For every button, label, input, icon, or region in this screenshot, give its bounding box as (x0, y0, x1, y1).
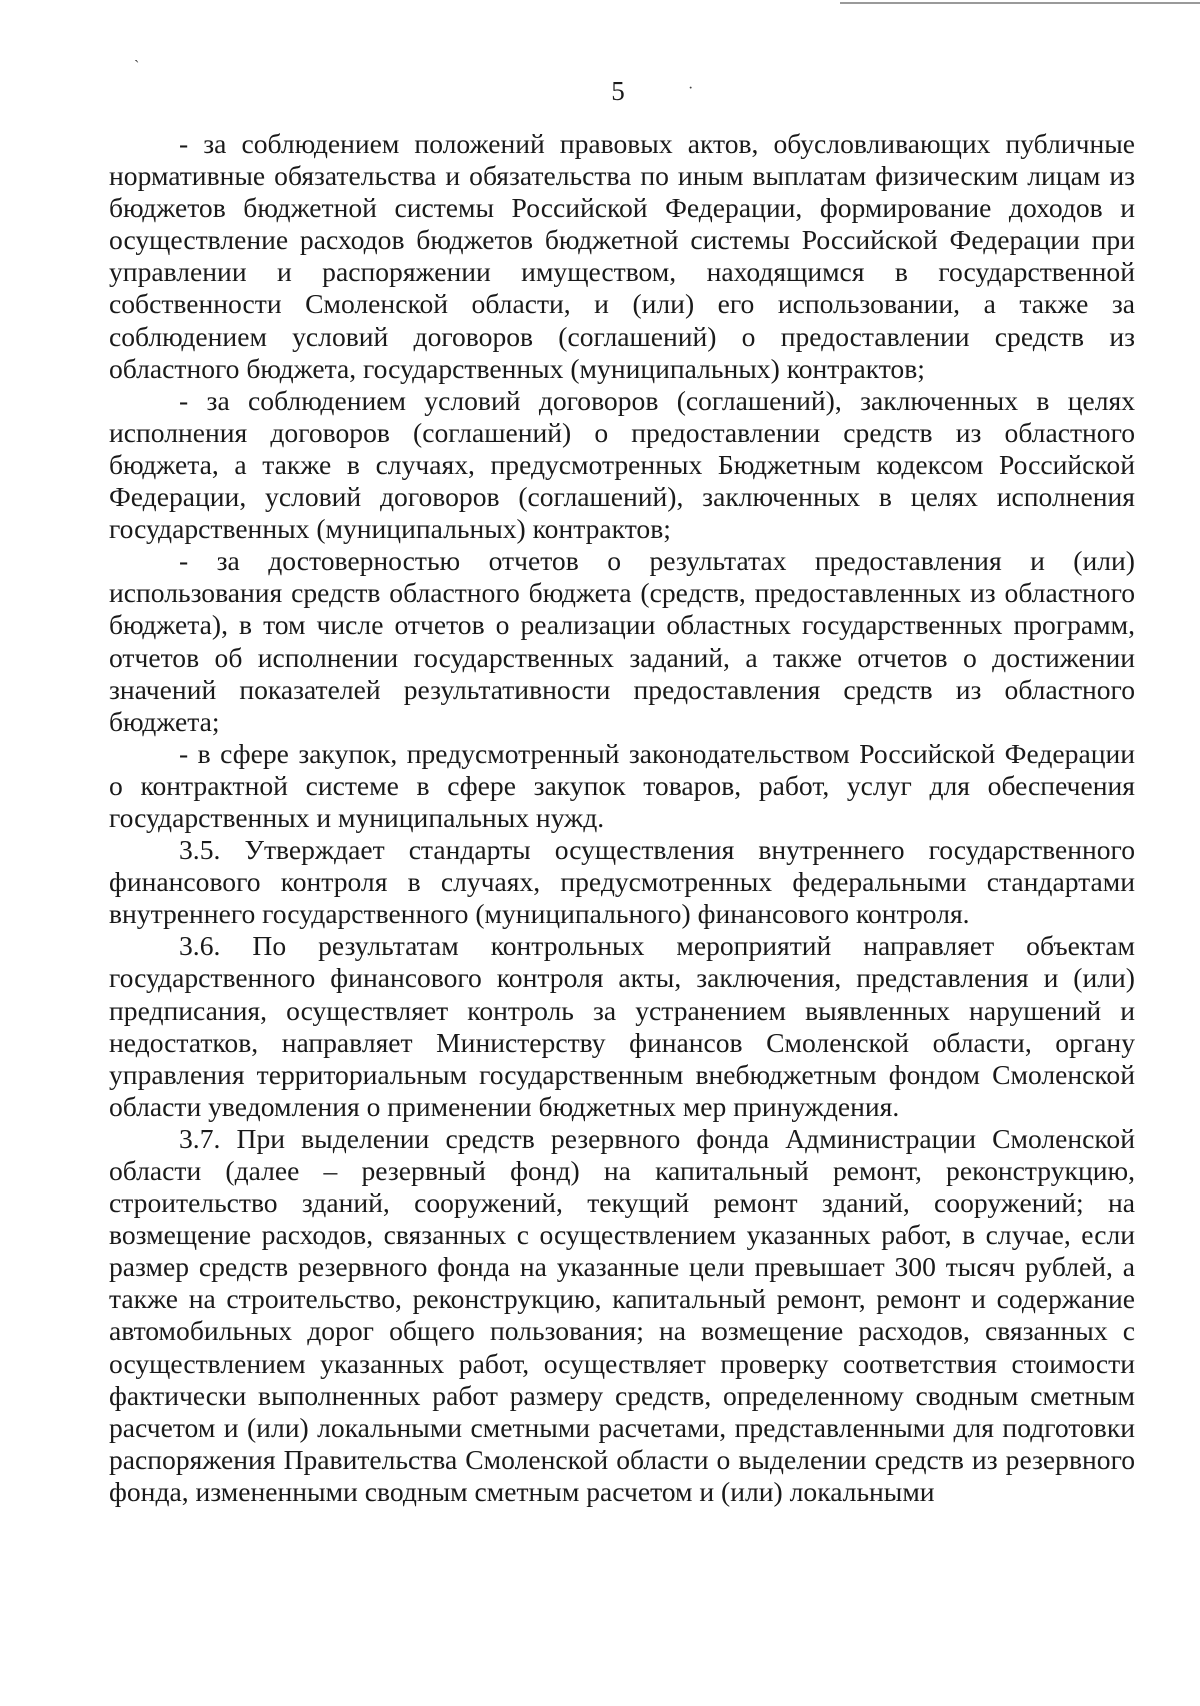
paragraph-procurement: - в сфере закупок, предусмотренный законодательством Российской Федерации о контрактной системе в сфере закупок товаров, работ, услуг для обеспечения государственных и муниципальных нужд. (109, 737, 1135, 833)
paragraph-3-6: 3.6. По результатам контрольных мероприятий направляет объектам государственного финансового контроля акты, заключения, представления и (или) предписания, осуществляет контроль за устранением выявленных нарушений и недостатков, направляет Министерству финансов Смоленской области, органу управления территориальным государственным внебюджетным фондом Смоленской области уведомления о применении бюджетных мер принуждения. (109, 930, 1135, 1122)
scan-speck: · (688, 80, 694, 97)
scan-speck: ˋ (134, 58, 140, 75)
document-body (109, 128, 1135, 1508)
paragraph-reports-reliability: - за достоверностью отчетов о результатах предоставления и (или) использования средств областного бюджета (средств, предоставленных из областного бюджета), в том числе отчетов о реализации областных государственных программ, отчетов об исполнении государственных заданий, а также отчетов о достижении значений показателей результативности предоставления средств из областного бюджета; (109, 545, 1135, 737)
paragraph-3-7: 3.7. При выделении средств резервного фонда Администрации Смоленской области (далее – резервный фонд) на капитальный ремонт, реконструкцию, строительство зданий, сооружений, текущий ремонт зданий, сооружений; на возмещение расходов, связанных с осуществлением указанных работ, в случае, если размер средств резервного фонда на указанные цели превышает 300 тысяч рублей, а также на строительство, реконструкцию, капитальный ремонт, ремонт и содержание автомобильных дорог общего пользования; на возмещение расходов, связанных с осуществлением указанных работ, осуществляет проверку соответствия стоимости фактически выполненных работ размеру средств, определенному сводным сметным расчетом и (или) локальными сметными расчетами, представленными для подготовки распоряжения Правительства Смоленской области о выделении средств из резервного фонда, измененными сводным сметным расчетом и (или) локальными (109, 1122, 1135, 1507)
paragraph-3-5: 3.5. Утверждает стандарты осуществления внутреннего государственного финансового контроля в случаях, предусмотренных федеральными стандартами внутреннего государственного (муниципального) финансового контроля. (109, 834, 1135, 930)
scan-edge-line (840, 2, 1200, 4)
page-number: 5 (611, 76, 625, 106)
paragraph-public-obligations-control: - за соблюдением положений правовых актов, обусловливающих публичные нормативные обязательства и обязательства по иным выплатам физическим лицам из бюджетов бюджетной системы Российской Федерации, формирование доходов и осуществление расходов бюджетов бюджетной системы Российской Федерации при управлении и распоряжении имуществом, находящимся в государственной собственности Смоленской области, и (или) его использовании, а также за соблюдением условий договоров (соглашений) о предоставлении средств из областного бюджета, государственных (муниципальных) контрактов; (109, 128, 1135, 384)
paragraph-agreements-control: - за соблюдением условий договоров (соглашений), заключенных в целях исполнения договоров (соглашений) о предоставлении средств из областного бюджета, а также в случаях, предусмотренных Бюджетным кодексом Российской Федерации, условий договоров (соглашений), заключенных в целях исполнения государственных (муниципальных) контрактов; (109, 384, 1135, 545)
